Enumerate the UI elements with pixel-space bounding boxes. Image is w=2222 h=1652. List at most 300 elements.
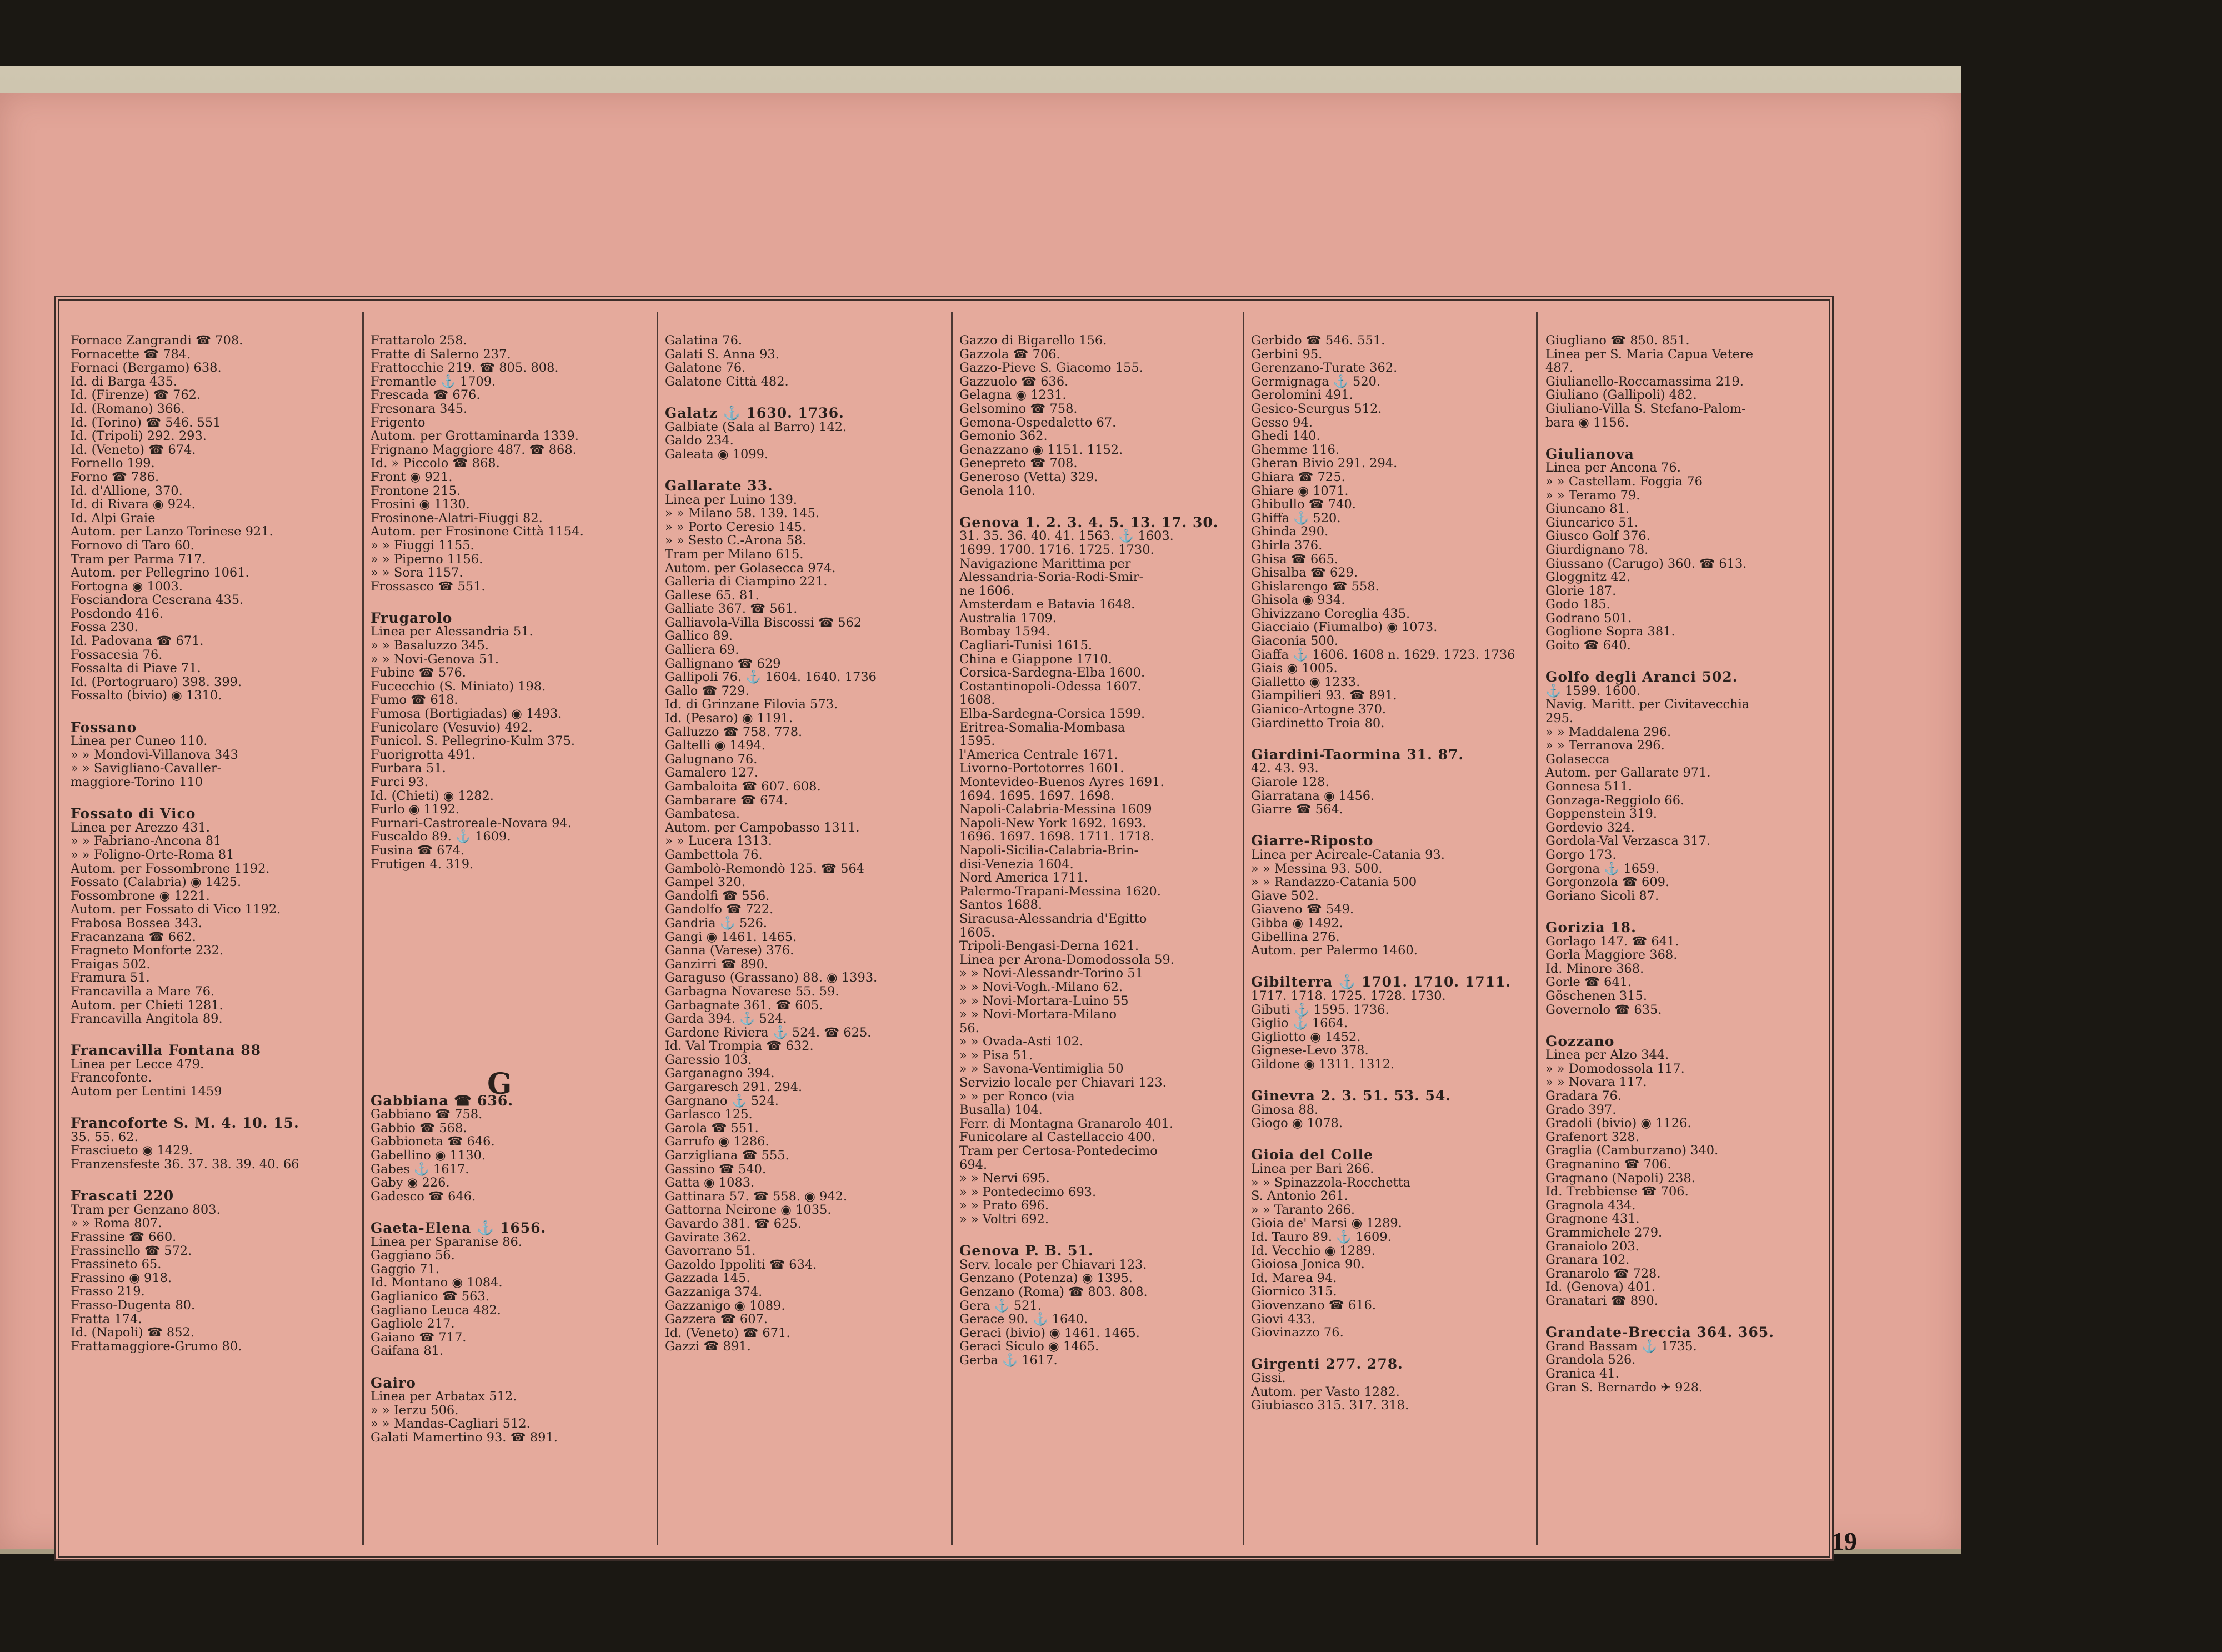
- index-entry: Costantinopoli-Odessa 1607.: [959, 679, 1142, 694]
- index-entry: Grandola 526.: [1545, 1353, 1636, 1368]
- index-entry: Gabellino ◉ 1130.: [371, 1148, 486, 1163]
- index-entry: Funicolare (Vesuvio) 492.: [371, 720, 533, 735]
- index-entry: Göschenen 315.: [1545, 988, 1648, 1003]
- index-entry: Gelsomino ☎ 758.: [959, 401, 1078, 416]
- index-entry: Gavardo 381. ☎ 625.: [665, 1217, 802, 1231]
- index-entry: [371, 1008, 659, 1022]
- index-entry: [1545, 429, 1834, 443]
- index-entry: Gera ⚓ 521.: [959, 1298, 1042, 1313]
- index-entry: Gragnanino ☎ 706.: [1545, 1157, 1671, 1172]
- index-entry: China e Giappone 1710.: [959, 652, 1112, 667]
- index-entry: » » Ierzu 506.: [371, 1403, 459, 1418]
- index-entry: Ghisalba ☎ 629.: [1251, 565, 1358, 580]
- index-entry: [371, 980, 659, 994]
- index-entry: Giampilieri 93. ☎ 891.: [1251, 688, 1397, 703]
- index-entry: Gazzaniga 374.: [665, 1284, 763, 1299]
- index-entry: » » Porto Ceresio 145.: [665, 519, 807, 534]
- index-entry: Galtelli ◉ 1494.: [665, 738, 765, 753]
- index-entry: Giornico 315.: [1251, 1284, 1337, 1299]
- index-entry: [371, 871, 659, 885]
- index-entry: Gazzo di Bigarello 156.: [959, 334, 1107, 348]
- index-entry: Gorgona ⚓ 1659.: [1545, 861, 1659, 876]
- index-entry: Goito ☎ 640.: [1545, 638, 1631, 653]
- index-entry: Garessio 103.: [665, 1052, 752, 1067]
- index-entry: ⚓ 1599. 1600.: [1545, 683, 1641, 698]
- index-entry: Giarratana ◉ 1456.: [1251, 788, 1375, 803]
- index-entry: [71, 1172, 359, 1185]
- index-entry: Napoli-Calabria-Messina 1609: [959, 802, 1152, 817]
- index-entry: Gemona-Ospedaletto 67.: [959, 415, 1117, 430]
- index-entry: Gambatesa.: [665, 807, 740, 822]
- index-entry: Genzano (Roma) ☎ 803. 808.: [959, 1284, 1148, 1299]
- index-entry: Navigazione Marittima per: [959, 556, 1131, 571]
- index-entry: Genepreto ☎ 708.: [959, 456, 1078, 471]
- index-entry: Fosciandora Ceserana 435.: [71, 593, 244, 608]
- index-entry: Fossato di Vico: [71, 805, 196, 822]
- index-entry: Giubiasco 315. 317. 318.: [1251, 1398, 1409, 1413]
- index-entry: Alessandria-Soria-Rodi-Smir-: [959, 570, 1144, 585]
- index-entry: Frattamaggiore-Grumo 80.: [71, 1339, 242, 1354]
- index-entry: Franzensfeste 36. 37. 38. 39. 40. 66: [71, 1157, 299, 1172]
- index-entry: Gairo: [371, 1374, 416, 1391]
- index-entry: Frasso-Dugenta 80.: [71, 1298, 196, 1313]
- index-entry: Gassino ☎ 540.: [665, 1162, 767, 1177]
- index-entry: Gerace 90. ⚓ 1640.: [959, 1312, 1088, 1327]
- column-divider: [951, 312, 953, 1545]
- index-entry: 295.: [1545, 711, 1574, 726]
- index-entry: » » per Ronco (via: [959, 1089, 1075, 1104]
- index-entry: Ghisola ◉ 934.: [1251, 593, 1345, 608]
- index-entry: Gemonio 362.: [959, 429, 1048, 444]
- index-entry: Fornace Zangrandi ☎ 708.: [71, 334, 243, 348]
- index-entry: Id. d'Allione, 370.: [71, 483, 183, 498]
- index-entry: Autom. per Palermo 1460.: [1251, 943, 1418, 958]
- index-entry: Francavilla Angitola 89.: [71, 1012, 223, 1027]
- index-entry: 1595.: [959, 734, 995, 749]
- index-entry: » » Savona-Ventimiglia 50: [959, 1062, 1124, 1077]
- index-entry: Giovinazzo 76.: [1251, 1325, 1344, 1340]
- index-entry: Granara 102.: [1545, 1253, 1630, 1268]
- index-entry: Galugnano 76.: [665, 752, 758, 767]
- index-entry: Galliate 367. ☎ 561.: [665, 602, 798, 617]
- column-divider: [362, 312, 364, 1545]
- index-entry: Autom. per Pellegrino 1061.: [71, 565, 249, 580]
- index-entry: Fresonara 345.: [371, 401, 468, 416]
- index-entry: » » Teramo 79.: [1545, 488, 1640, 503]
- index-entry: Giuliano (Gallipoli) 482.: [1545, 388, 1697, 403]
- index-entry: » » Prato 696.: [959, 1198, 1049, 1213]
- index-entry: Gabbio ☎ 568.: [371, 1120, 467, 1135]
- index-entry: » » Sesto C.-Arona 58.: [665, 533, 807, 548]
- index-column-6: [1545, 334, 1834, 1545]
- index-entry: Golasecca: [1545, 752, 1610, 767]
- index-entry: Santos 1688.: [959, 898, 1043, 913]
- index-entry: [371, 898, 659, 912]
- index-entry: » » Domodossola 117.: [1545, 1061, 1685, 1076]
- index-entry: Frasso 219.: [71, 1284, 145, 1299]
- index-entry: » » Pontedecimo 693.: [959, 1184, 1097, 1199]
- index-entry: » » Piperno 1156.: [371, 552, 483, 567]
- index-entry: [1251, 958, 1540, 972]
- index-entry: Gran S. Bernardo ✈ 928.: [1545, 1380, 1703, 1395]
- index-entry: Gaifana 81.: [371, 1344, 444, 1359]
- index-entry: [71, 1099, 359, 1113]
- index-entry: Gorle ☎ 641.: [1545, 975, 1632, 990]
- index-entry: Gaeta-Elena ⚓ 1656.: [371, 1220, 547, 1236]
- index-entry: Id. Alpi Graie: [71, 510, 156, 525]
- index-entry: Fuorigrotta 491.: [371, 747, 476, 762]
- index-entry: Linea per Sparanise 86.: [371, 1234, 523, 1249]
- index-entry: Gabbiana ☎ 636.: [371, 1092, 514, 1109]
- index-entry: Gabbiano ☎ 758.: [371, 1107, 483, 1122]
- index-entry: Id. (Chieti) ◉ 1282.: [371, 788, 494, 803]
- index-entry: Gesso 94.: [1251, 415, 1313, 430]
- index-entry: Gaiano ☎ 717.: [371, 1330, 467, 1345]
- index-entry: Ghirla 376.: [1251, 538, 1323, 553]
- index-entry: Gambarare ☎ 674.: [665, 793, 788, 808]
- index-entry: Galleria di Ciampino 221.: [665, 574, 828, 589]
- index-entry: » » Savigliano-Cavaller-: [71, 761, 222, 776]
- index-entry: Gazzera ☎ 607.: [665, 1312, 768, 1327]
- index-entry: Fracanzana ☎ 662.: [71, 929, 196, 944]
- index-entry: 1717. 1718. 1725. 1728. 1730.: [1251, 988, 1446, 1003]
- index-entry: Gabbioneta ☎ 646.: [371, 1134, 495, 1149]
- index-entry: Genola 110.: [959, 483, 1036, 498]
- index-entry: 1694. 1695. 1697. 1698.: [959, 788, 1115, 803]
- index-entry: » » Roma 807.: [71, 1216, 162, 1231]
- index-entry: Godrano 501.: [1545, 610, 1632, 625]
- index-entry: Genzano (Potenza) ◉ 1395.: [959, 1271, 1133, 1286]
- index-entry: Gambolò-Remondò 125. ☎ 564: [665, 861, 865, 876]
- index-entry: Ghiffa ⚓ 520.: [1251, 510, 1341, 525]
- index-entry: Gaggiano 56.: [371, 1248, 455, 1263]
- index-entry: Francofonte.: [71, 1070, 152, 1085]
- index-entry: Gorgo 173.: [1545, 847, 1617, 862]
- index-entry: Furci 93.: [371, 775, 428, 789]
- index-entry: Id. di Grinzane Filovia 573.: [665, 697, 838, 712]
- index-entry: Giardini-Taormina 31. 87.: [1251, 746, 1464, 763]
- index-entry: Goriano Sicoli 87.: [1545, 888, 1659, 903]
- index-entry: Gordevio 324.: [1545, 820, 1635, 835]
- index-entry: Siracusa-Alessandria d'Egitto: [959, 911, 1147, 926]
- index-entry: Grammichele 279.: [1545, 1225, 1663, 1240]
- index-entry: Gonnesa 511.: [1545, 779, 1633, 794]
- index-entry: Granarolo ☎ 728.: [1545, 1266, 1661, 1281]
- index-entry: [371, 926, 659, 940]
- index-entry: Galluzzo ☎ 758. 778.: [665, 724, 803, 739]
- index-entry: Autom. per Campobasso 1311.: [665, 820, 860, 835]
- index-entry: Furnari-Castroreale-Novara 94.: [371, 815, 572, 830]
- index-entry: Frontone 215.: [371, 483, 461, 498]
- index-entry: Gadesco ☎ 646.: [371, 1189, 476, 1204]
- index-entry: Giglio ⚓ 1664.: [1251, 1016, 1348, 1031]
- index-entry: Gozzano: [1545, 1033, 1615, 1049]
- book-page: [0, 93, 1961, 1555]
- index-entry: [371, 953, 659, 967]
- index-entry: Navig. Maritt. per Civitavecchia: [1545, 697, 1750, 712]
- index-entry: Garlasco 125.: [665, 1107, 753, 1122]
- index-entry: Gordola-Val Verzasca 317.: [1545, 834, 1711, 849]
- index-entry: Giaveno ☎ 549.: [1251, 902, 1354, 917]
- index-entry: Ghibullo ☎ 740.: [1251, 497, 1356, 512]
- index-entry: Genazzano ◉ 1151. 1152.: [959, 442, 1123, 457]
- index-entry: Gallipoli 76. ⚓ 1604. 1640. 1736: [665, 670, 877, 685]
- index-entry: Gallese 65. 81.: [665, 588, 759, 603]
- index-entry: Gorizia 18.: [1545, 919, 1637, 935]
- index-entry: Geraci (bivio) ◉ 1461. 1465.: [959, 1325, 1140, 1340]
- index-entry: Framura 51.: [71, 970, 150, 985]
- index-entry: Linea per Arona-Domodossola 59.: [959, 952, 1174, 967]
- index-entry: Gianico-Artogne 370.: [1251, 702, 1387, 717]
- index-entry: Gesico-Seurgus 512.: [1251, 401, 1382, 416]
- index-entry: Galliera 69.: [665, 643, 739, 658]
- index-entry: Ghemme 116.: [1251, 442, 1340, 457]
- index-entry: Fumo ☎ 618.: [371, 693, 458, 708]
- index-entry: Id. Trebbiense ☎ 706.: [1545, 1184, 1689, 1199]
- index-entry: Id. Marea 94.: [1251, 1270, 1337, 1285]
- index-entry: Giogo ◉ 1078.: [1251, 1116, 1343, 1131]
- index-entry: Id. (Portogruaro) 398. 399.: [71, 674, 242, 689]
- index-entry: Gibuti ⚓ 1595. 1736.: [1251, 1002, 1389, 1017]
- index-entry: [1251, 1130, 1540, 1144]
- index-entry: [1545, 1308, 1834, 1322]
- index-entry: Gorlago 147. ☎ 641.: [1545, 934, 1679, 949]
- index-entry: Posdondo 416.: [71, 606, 163, 621]
- index-entry: Galati S. Anna 93.: [665, 347, 779, 362]
- index-entry: Gamalero 127.: [665, 765, 759, 780]
- index-entry: Gallico 89.: [665, 629, 733, 644]
- index-entry: Frassinello ☎ 572.: [71, 1243, 192, 1258]
- index-entry: bara ◉ 1156.: [1545, 415, 1629, 430]
- index-entry: Linea per Alzo 344.: [1545, 1048, 1669, 1063]
- index-entry: Fragneto Monforte 232.: [71, 943, 224, 958]
- index-entry: Tram per Genzano 803.: [71, 1202, 221, 1217]
- index-entry: Gampel 320.: [665, 875, 745, 890]
- index-entry: Id. Tauro 89. ⚓ 1609.: [1251, 1230, 1392, 1244]
- index-column-2: [371, 334, 659, 1545]
- index-entry: [1545, 1017, 1834, 1030]
- index-entry: Gissi.: [1251, 1370, 1286, 1385]
- index-entry: Front ◉ 921.: [371, 469, 453, 484]
- index-entry: Frattocchie 219. ☎ 805. 808.: [371, 361, 559, 376]
- index-entry: 1696. 1697. 1698. 1711. 1718.: [959, 829, 1154, 844]
- index-entry: Giurdignano 78.: [1545, 542, 1649, 557]
- index-entry: Gheran Bivio 291. 294.: [1251, 456, 1398, 471]
- index-entry: Gattinara 57. ☎ 558. ◉ 942.: [665, 1189, 848, 1204]
- index-entry: [371, 1203, 659, 1217]
- index-entry: Serv. locale per Chiavari 123.: [959, 1257, 1147, 1272]
- index-entry: Godo 185.: [1545, 597, 1610, 612]
- index-entry: Ganna (Varese) 376.: [665, 943, 794, 958]
- index-entry: Governolo ☎ 635.: [1545, 1002, 1662, 1017]
- index-entry: Linea per Alessandria 51.: [371, 624, 533, 639]
- index-entry: Giugliano ☎ 850. 851.: [1545, 334, 1690, 348]
- index-entry: Goppenstein 319.: [1545, 807, 1657, 822]
- index-entry: Funicol. S. Pellegrino-Kulm 375.: [371, 734, 575, 749]
- index-entry: Grand Bassam ⚓ 1735.: [1545, 1339, 1697, 1354]
- index-entry: Gelagna ◉ 1231.: [959, 388, 1067, 403]
- index-column-4: [959, 334, 1248, 1545]
- index-entry: Germignaga ⚓ 520.: [1251, 374, 1381, 389]
- index-entry: Tram per Parma 717.: [71, 552, 206, 567]
- index-entry: Frescada ☎ 676.: [371, 388, 481, 403]
- index-entry: Linea per Bari 266.: [1251, 1162, 1374, 1177]
- index-entry: Furbara 51.: [371, 761, 446, 776]
- index-column-3: [665, 334, 954, 1545]
- index-entry: Id. Vecchio ◉ 1289.: [1251, 1243, 1375, 1258]
- index-entry: Id. (Genova) 401.: [1545, 1280, 1655, 1295]
- index-entry: Id. (Pesaro) ◉ 1191.: [665, 711, 793, 726]
- index-entry: Giarre ☎ 564.: [1251, 802, 1343, 817]
- index-entry: Fossombrone ◉ 1221.: [71, 888, 210, 903]
- index-entry: [959, 1227, 1248, 1240]
- index-entry: [71, 703, 359, 717]
- index-entry: [371, 1022, 659, 1035]
- index-entry: Id. Val Trompia ☎ 632.: [665, 1039, 814, 1054]
- index-entry: Frosini ◉ 1130.: [371, 497, 470, 512]
- index-entry: Linea per Arbatax 512.: [371, 1389, 517, 1404]
- index-entry: Fucecchio (S. Miniato) 198.: [371, 679, 546, 694]
- index-entry: Gorgonzola ☎ 609.: [1545, 875, 1670, 890]
- index-entry: Tripoli-Bengasi-Derna 1621.: [959, 939, 1139, 954]
- index-entry: Forno ☎ 786.: [71, 469, 159, 484]
- index-entry: Montevideo-Buenos Ayres 1691.: [959, 775, 1164, 789]
- index-entry: Gerbini 95.: [1251, 347, 1323, 362]
- index-entry: Autom. per Lanzo Torinese 921.: [71, 524, 273, 539]
- index-entry: Palermo-Trapani-Messina 1620.: [959, 884, 1161, 899]
- index-entry: Gazzada 145.: [665, 1271, 750, 1286]
- index-entry: Linea per Lecce 479.: [71, 1057, 204, 1072]
- index-entry: [1251, 817, 1540, 830]
- index-entry: Gandolfo ☎ 722.: [665, 902, 774, 917]
- index-entry: 1699. 1700. 1716. 1725. 1730.: [959, 542, 1154, 557]
- index-entry: [1545, 653, 1834, 667]
- index-entry: Frugarolo: [371, 609, 453, 626]
- index-entry: Gazzo-Pieve S. Giacomo 155.: [959, 361, 1143, 376]
- index-entry: Giulianello-Roccamassima 219.: [1545, 374, 1744, 389]
- index-entry: 56.: [959, 1020, 979, 1035]
- index-entry: Francavilla a Mare 76.: [71, 984, 215, 999]
- index-entry: Servizio locale per Chiavari 123.: [959, 1075, 1167, 1090]
- index-entry: Gaby ◉ 226.: [371, 1175, 450, 1190]
- index-entry: Giardinetto Troia 80.: [1251, 715, 1385, 730]
- index-entry: Fornacette ☎ 784.: [71, 347, 191, 362]
- index-entry: Girgenti 277. 278.: [1251, 1356, 1403, 1373]
- index-entry: Gildone ◉ 1311. 1312.: [1251, 1057, 1395, 1072]
- index-entry: » » Fiuggi 1155.: [371, 538, 474, 553]
- index-entry: Gambettola 76.: [665, 847, 763, 862]
- index-entry: Napoli-New York 1692. 1693.: [959, 815, 1147, 830]
- index-entry: » » Milano 58. 139. 145.: [665, 506, 820, 521]
- index-entry: [371, 1062, 659, 1076]
- index-entry: Fossalto (bivio) ◉ 1310.: [71, 688, 222, 703]
- index-entry: Id. » Piccolo ☎ 868.: [371, 456, 500, 471]
- index-entry: ne 1606.: [959, 583, 1015, 598]
- index-entry: Fornovo di Taro 60.: [71, 538, 194, 553]
- index-entry: Id. di Barga 435.: [71, 374, 178, 389]
- index-entry: » » Lucera 1313.: [665, 834, 772, 849]
- index-entry: Napoli-Sicilia-Calabria-Brin-: [959, 843, 1139, 858]
- index-entry: » » Nervi 695.: [959, 1171, 1050, 1186]
- index-entry: [1251, 1071, 1540, 1085]
- index-entry: Fratta 174.: [71, 1311, 142, 1326]
- index-entry: 1608.: [959, 693, 995, 708]
- index-entry: Francavilla Fontana 88: [71, 1042, 262, 1059]
- index-entry: Gaglianico ☎ 563.: [371, 1289, 489, 1304]
- index-entry: Id. (Veneto) ☎ 674.: [71, 442, 196, 457]
- index-entry: [371, 1076, 659, 1090]
- index-entry: Tram per Milano 615.: [665, 547, 804, 562]
- index-entry: Giuliano-Villa S. Stefano-Palom-: [1545, 401, 1746, 416]
- index-entry: Autom. per Gallarate 971.: [1545, 765, 1711, 780]
- index-entry: Gerolomini 491.: [1251, 388, 1353, 403]
- index-entry: Giaffa ⚓ 1606. 1608 n. 1629. 1723. 1736: [1251, 647, 1515, 662]
- index-entry: Grafenort 328.: [1545, 1129, 1639, 1144]
- index-entry: [371, 994, 659, 1008]
- index-entry: Elba-Sardegna-Corsica 1599.: [959, 707, 1145, 722]
- index-entry: Autom. per Golasecca 974.: [665, 560, 836, 575]
- index-entry: Livorno-Portotorres 1601.: [959, 761, 1124, 776]
- index-entry: Granica 41.: [1545, 1366, 1619, 1381]
- index-entry: » » Ovada-Asti 102.: [959, 1034, 1084, 1049]
- index-entry: Garbagnate 361. ☎ 605.: [665, 998, 823, 1013]
- index-entry: [959, 498, 1248, 512]
- index-entry: Gigliotto ◉ 1452.: [1251, 1029, 1361, 1044]
- index-entry: Id. Montano ◉ 1084.: [371, 1275, 503, 1290]
- index-entry: Fusina ☎ 674.: [371, 843, 465, 858]
- index-entry: Giuncarico 51.: [1545, 515, 1639, 530]
- index-entry: Grandate-Breccia 364. 365.: [1545, 1324, 1774, 1341]
- index-entry: Autom. per Fossombrone 1192.: [71, 861, 270, 876]
- page-number: 19: [1831, 1527, 1857, 1555]
- index-entry: Linea per Luino 139.: [665, 492, 798, 507]
- index-entry: Garaguso (Grassano) 88. ◉ 1393.: [665, 970, 878, 985]
- index-entry: Francoforte S. M. 4. 10. 15.: [71, 1115, 299, 1132]
- index-entry: Gambaloita ☎ 607. 608.: [665, 779, 821, 794]
- index-entry: Galbiate (Sala al Barro) 142.: [665, 419, 847, 434]
- index-entry: Frigento: [371, 415, 426, 430]
- index-entry: Gaggio 71.: [371, 1261, 439, 1276]
- index-entry: Frignano Maggiore 487. ☎ 868.: [371, 442, 577, 457]
- index-entry: S. Antonio 261.: [1251, 1189, 1348, 1204]
- index-entry: Frascati 220: [71, 1188, 174, 1204]
- index-entry: » » Pisa 51.: [959, 1048, 1033, 1063]
- index-entry: [665, 388, 954, 402]
- index-entry: Gragnano (Napoli) 238.: [1545, 1170, 1695, 1185]
- index-entry: [1251, 1340, 1540, 1354]
- index-entry: Gatta ◉ 1083.: [665, 1175, 755, 1190]
- index-entry: Ghinda 290.: [1251, 524, 1329, 539]
- index-entry: Gazzuolo ☎ 636.: [959, 374, 1069, 389]
- index-entry: Fuscaldo 89. ⚓ 1609.: [371, 829, 511, 844]
- index-entry: » » Foligno-Orte-Roma 81: [71, 847, 234, 862]
- index-entry: Id. (Tripoli) 292. 293.: [71, 429, 207, 444]
- index-entry: » » Novi-Mortara-Milano: [959, 1007, 1117, 1022]
- index-entry: Fumosa (Bortigiadas) ◉ 1493.: [371, 707, 562, 722]
- index-entry: disi-Venezia 1604.: [959, 857, 1074, 872]
- index-entry: maggiore-Torino 110: [71, 775, 203, 789]
- index-entry: Gradoli (bivio) ◉ 1126.: [1545, 1116, 1691, 1131]
- index-entry: Gibilterra ⚓ 1701. 1710. 1711.: [1251, 974, 1512, 990]
- index-entry: Giussano (Carugo) 360. ☎ 613.: [1545, 556, 1747, 571]
- index-entry: Id. (Napoli) ☎ 852.: [71, 1325, 195, 1340]
- index-entry: Frassine ☎ 660.: [71, 1230, 177, 1244]
- index-entry: Giusco Golf 376.: [1545, 529, 1650, 544]
- index-entry: Gazzi ☎ 891.: [665, 1339, 751, 1354]
- index-entry: Granaiolo 203.: [1545, 1239, 1639, 1254]
- index-entry: Autom. per Fossato di Vico 1192.: [71, 902, 281, 917]
- index-entry: » » Mondovì-Villanova 343: [71, 747, 238, 762]
